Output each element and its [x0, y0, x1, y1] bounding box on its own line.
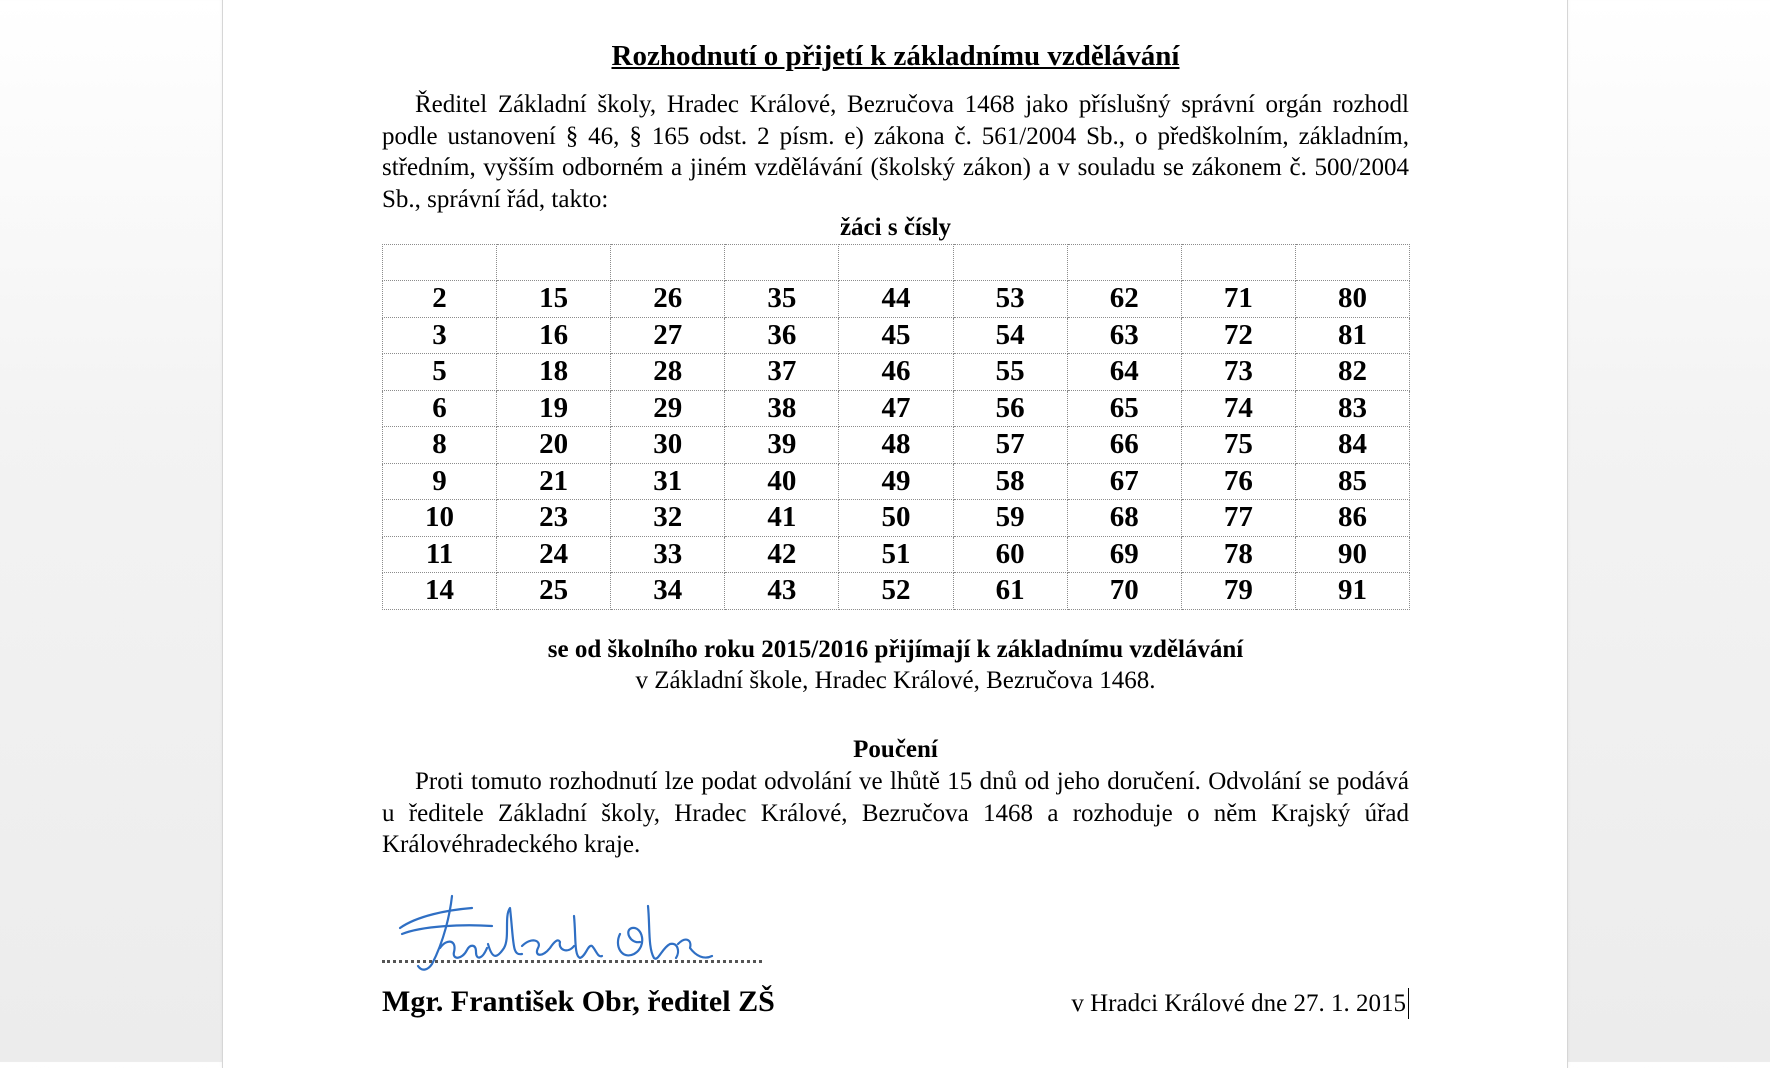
table-header-cell — [1295, 245, 1409, 281]
signature-line — [382, 956, 762, 963]
table-cell: 56 — [953, 390, 1067, 427]
table-cell: 24 — [497, 536, 611, 573]
instruction-paragraph — [382, 766, 1409, 861]
instruction-heading: Poučení — [853, 736, 938, 763]
table-cell: 47 — [839, 390, 953, 427]
table-cell: 5 — [383, 354, 497, 391]
table-cell: 45 — [839, 317, 953, 354]
table-cell: 57 — [953, 427, 1067, 464]
table-row — [383, 317, 1410, 354]
table-cell: 84 — [1295, 427, 1409, 464]
table-cell: 68 — [1067, 500, 1181, 537]
table-header-cell — [1181, 245, 1295, 281]
table-cell: 83 — [1295, 390, 1409, 427]
table-cell: 29 — [611, 390, 725, 427]
table-cell: 79 — [1181, 573, 1295, 610]
table-cell: 42 — [725, 536, 839, 573]
table-header-cell — [611, 245, 725, 281]
table-cell: 25 — [497, 573, 611, 610]
student-numbers-table — [382, 244, 1410, 610]
intro-text: Ředitel Základní školy, Hradec Králové, Bezručova 1468 jako příslušný správní orgán rozhodl podle ustanovení § 46, § 165 odst. 2 písm. e) zákona č. 561/2004 Sb., o předškolním, základním, středním, vyšším odborném a jiném vzdělávání (školský zákon) a v souladu se zákonem č. 500/2004 Sb., správní řád, takto: — [382, 91, 1409, 213]
table-cell: 70 — [1067, 573, 1181, 610]
table-cell: 38 — [725, 390, 839, 427]
table-row — [383, 390, 1410, 427]
table-cell: 77 — [1181, 500, 1295, 537]
table-cell: 30 — [611, 427, 725, 464]
table-row — [383, 427, 1410, 464]
table-cell: 69 — [1067, 536, 1181, 573]
table-cell: 91 — [1295, 573, 1409, 610]
table-cell: 41 — [725, 500, 839, 537]
table-cell: 6 — [383, 390, 497, 427]
table-cell: 55 — [953, 354, 1067, 391]
table-cell: 34 — [611, 573, 725, 610]
document-title: Rozhodnutí o přijetí k základnímu vzdělávání — [611, 40, 1180, 72]
table-cell: 53 — [953, 281, 1067, 318]
table-cell: 64 — [1067, 354, 1181, 391]
table-cell: 52 — [839, 573, 953, 610]
table-cell: 23 — [497, 500, 611, 537]
table-cell: 80 — [1295, 281, 1409, 318]
table-cell: 37 — [725, 354, 839, 391]
table-cell: 67 — [1067, 463, 1181, 500]
instruction-text: Proti tomuto rozhodnutí lze podat odvolání ve lhůtě 15 dnů od jeho doručení. Odvolání se podává u ředitele Základní školy, Hradec Králové, Bezručova 1468 a rozhoduje o něm Krajský úřad Královéhradeckého kraje. — [382, 768, 1409, 858]
table-cell: 58 — [953, 463, 1067, 500]
table-cell: 27 — [611, 317, 725, 354]
table-cell: 31 — [611, 463, 725, 500]
table-cell: 72 — [1181, 317, 1295, 354]
table-caption: žáci s čísly — [839, 214, 952, 241]
table-cell: 14 — [383, 573, 497, 610]
table-cell: 40 — [725, 463, 839, 500]
table-cell: 28 — [611, 354, 725, 391]
table-row — [383, 281, 1410, 318]
table-cell: 19 — [497, 390, 611, 427]
table-header-cell — [839, 245, 953, 281]
table-cell: 43 — [725, 573, 839, 610]
table-cell: 3 — [383, 317, 497, 354]
table-cell: 20 — [497, 427, 611, 464]
table-cell: 46 — [839, 354, 953, 391]
table-cell: 50 — [839, 500, 953, 537]
table-cell: 75 — [1181, 427, 1295, 464]
table-cell: 71 — [1181, 281, 1295, 318]
signer-name: Mgr. František Obr, ředitel ZŠ — [382, 985, 775, 1018]
table-cell: 16 — [497, 317, 611, 354]
table-header-cell — [725, 245, 839, 281]
table-cell: 49 — [839, 463, 953, 500]
table-row — [383, 536, 1410, 573]
table-cell: 39 — [725, 427, 839, 464]
table-cell: 62 — [1067, 281, 1181, 318]
table-cell: 59 — [953, 500, 1067, 537]
table-cell: 9 — [383, 463, 497, 500]
table-cell: 85 — [1295, 463, 1409, 500]
table-cell: 32 — [611, 500, 725, 537]
table-row — [383, 500, 1410, 537]
table-cell: 11 — [383, 536, 497, 573]
table-row — [383, 573, 1410, 610]
table-cell: 81 — [1295, 317, 1409, 354]
table-cell: 78 — [1181, 536, 1295, 573]
table-cell: 54 — [953, 317, 1067, 354]
table-header-cell — [497, 245, 611, 281]
table-cell: 65 — [1067, 390, 1181, 427]
table-cell: 2 — [383, 281, 497, 318]
table-cell: 74 — [1181, 390, 1295, 427]
table-cell: 86 — [1295, 500, 1409, 537]
table-cell: 66 — [1067, 427, 1181, 464]
table-cell: 10 — [383, 500, 497, 537]
table-cell: 51 — [839, 536, 953, 573]
document-page — [222, 0, 1568, 1068]
table-cell: 18 — [497, 354, 611, 391]
table-cell: 60 — [953, 536, 1067, 573]
table-header-cell — [953, 245, 1067, 281]
student-numbers-table-body — [383, 245, 1410, 610]
table-cell: 73 — [1181, 354, 1295, 391]
table-cell: 82 — [1295, 354, 1409, 391]
table-row — [383, 463, 1410, 500]
table-cell: 44 — [839, 281, 953, 318]
table-cell: 8 — [383, 427, 497, 464]
table-header-cell — [383, 245, 497, 281]
table-cell: 90 — [1295, 536, 1409, 573]
table-cell: 61 — [953, 573, 1067, 610]
decision-line-1: se od školního roku 2015/2016 přijímají k základnímu vzdělávání — [547, 636, 1244, 663]
table-cell: 15 — [497, 281, 611, 318]
intro-paragraph — [382, 89, 1409, 215]
decision-line-2: v Základní škole, Hradec Králové, Bezručova 1468. — [635, 667, 1156, 694]
table-cell: 26 — [611, 281, 725, 318]
table-header-cell — [1067, 245, 1181, 281]
place-and-date: v Hradci Králové dne 27. 1. 2015 — [1071, 988, 1409, 1019]
table-cell: 76 — [1181, 463, 1295, 500]
table-cell: 36 — [725, 317, 839, 354]
table-row — [383, 354, 1410, 391]
table-cell: 33 — [611, 536, 725, 573]
table-cell: 63 — [1067, 317, 1181, 354]
table-cell: 21 — [497, 463, 611, 500]
table-header-row — [383, 245, 1410, 281]
table-cell: 35 — [725, 281, 839, 318]
table-cell: 48 — [839, 427, 953, 464]
